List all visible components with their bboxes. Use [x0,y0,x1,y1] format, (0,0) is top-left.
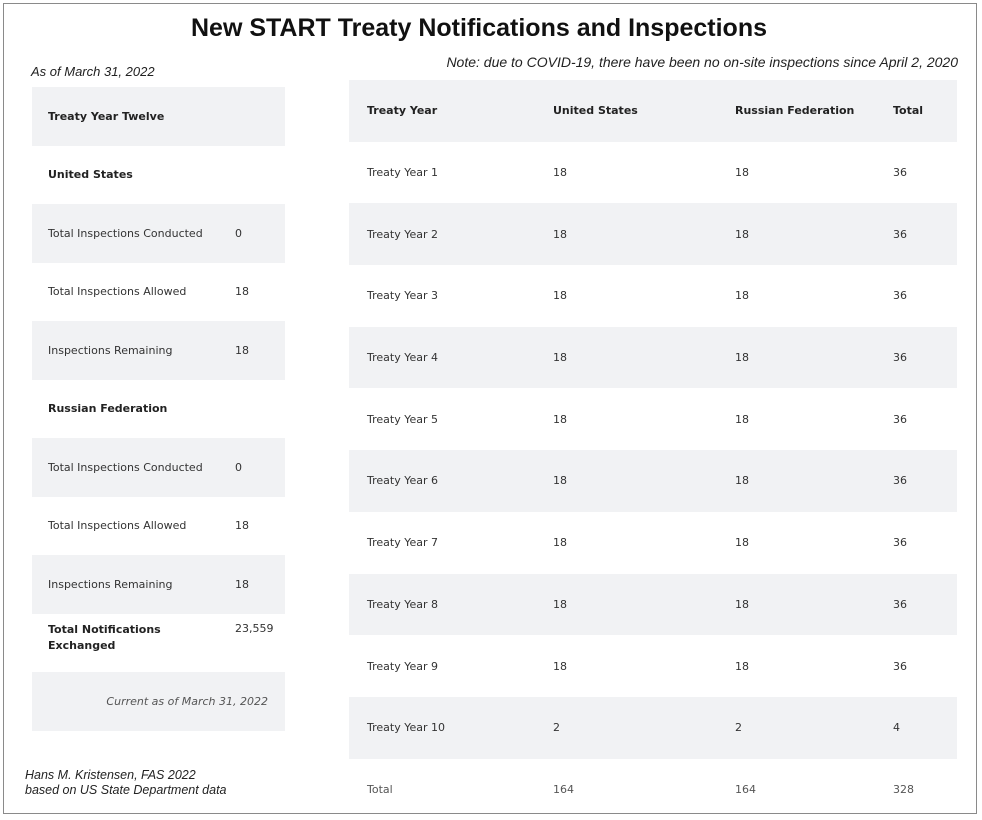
table-row: Treaty Year 1 18 18 36 [367,166,907,180]
table-row: Treaty Year 9 18 18 36 [367,659,907,673]
summary-row: Total Inspections Conducted 0 [32,438,285,497]
summary-row: Inspections Remaining 18 [32,321,285,380]
summary-row: Total Inspections Allowed 18 [48,285,249,299]
treaty-year-table [349,80,957,820]
us-heading: United States [48,168,133,182]
current-as-of: Current as of March 31, 2022 [32,672,285,731]
table-row: Treaty Year 3 18 18 36 [367,289,907,303]
source-credit: Hans M. Kristensen, FAS 2022 based on US State Department data [25,768,227,797]
table-row: Treaty Year 8 18 18 36 [349,574,957,636]
summary-header [32,87,285,146]
table-row: Treaty Year 6 18 18 36 [349,450,957,512]
covid-note: Note: due to COVID-19, there have been no on-site inspections since April 2, 2020 [446,54,958,70]
table-row: Treaty Year 7 18 18 36 [367,536,907,550]
treaty-year-summary [32,87,285,731]
table-total-row: Total 164 164 328 [367,782,914,796]
table-row: Treaty Year 5 18 18 36 [367,412,907,426]
ru-heading: Russian Federation [48,402,168,416]
summary-row: Total Inspections Allowed 18 [48,519,249,533]
page-title: New START Treaty Notifications and Inspections [190,14,767,42]
table-header: Treaty Year United States Russian Federation Total [349,80,957,142]
table-row: Treaty Year 10 2 2 4 [349,697,957,759]
summary-header-label: Treaty Year Twelve [48,109,165,123]
notifications-row: Total Notifications Exchanged 23,559 [48,621,274,652]
as-of-date: As of March 31, 2022 [31,64,155,79]
table-row: Treaty Year 2 18 18 36 [349,203,957,265]
table-row: Treaty Year 4 18 18 36 [349,327,957,389]
summary-row: Inspections Remaining 18 [32,555,285,614]
summary-row: Total Inspections Conducted 0 [32,204,285,263]
